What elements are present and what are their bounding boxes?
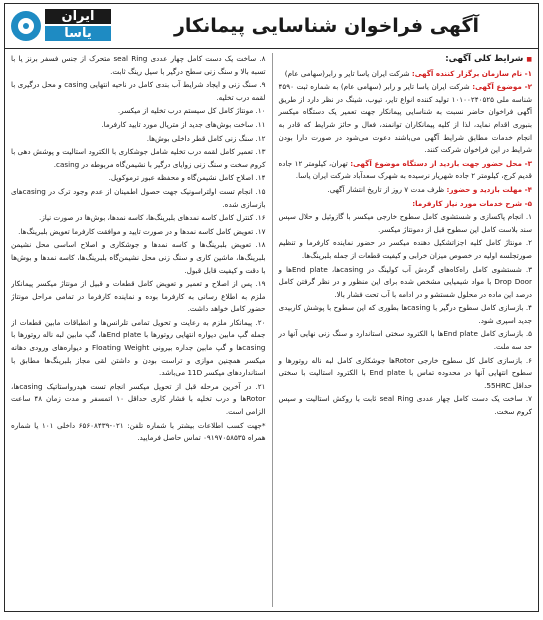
service-item: ۱۹. پس از اصلاح و تعمیر و تعویض کامل قطعات و قبیل از مونتاژ میکسر پیمانکار ملزم به اطلاع رسانی به کارفرما بوده و نماینده کارفرما در تمامی مراحل مونتاژ حضور کامل خواهد داشت. xyxy=(11,279,266,314)
logo-word-yasa: یاسا xyxy=(45,26,111,41)
page-title: آگهی فراخوان شناسایی پیمانکار xyxy=(173,15,480,37)
item-deadline xyxy=(279,184,533,197)
service-item: ۱۵. انجام تست اولتراسونیک جهت حصول اطمینان از عدم وجود ترک در casingهای بازسازی شده. xyxy=(11,186,266,209)
contact-info: *جهت کسب اطلاعات بیشتر با شماره تلفن: ۰۲۱-۶۵۶۰۸۴۳۹ داخلی ۱۰۱ یا شماره همراه ۰۹۱۹۷۰۵۸۵۳۵ تماس حاصل فرمایید. xyxy=(11,420,266,443)
service-item: ۲۰. پیمانکار ملزم به رعایت و تحویل تمامی تلرانس‌ها و انطباقات مابین قطعات از جمله گپ مابین دیواره انتهایی روتورها با End plateها، گپ مابین لبه ناله روتورها با casingها و گپ مابین جداره بیرونی Floating Weight و دیواره‌های ورودی دهانه میکسر همچنین موازی و تراست بودن و داشتن لقی مجاز بلبرینگ‌ها مطابق با استانداردهای میکسر 11D می‌باشد. xyxy=(11,317,266,378)
left-column xyxy=(11,53,272,607)
service-item: ۱۴. اصلاح کامل نشیمن‌گاه و محفظه عبور ترموکوپل. xyxy=(108,173,266,183)
service-item: ۱۷. تعویض کامل کاسه نمدها و در صورت تایید و موافقت کارفرما تعویض بلبرینگ‌ها. xyxy=(18,226,266,236)
service-item: ۷. ساخت یک دست کامل چهار عددی seal Ring ثابت با روکش استالیت و سپس کروم سخت. xyxy=(278,394,532,417)
service-item: ۱۶. کنترل کامل کاسه نمدهای بلبرینگ‌ها، کاسه نمدها، بوش‌ها در صورت نیاز. xyxy=(39,213,266,223)
item-label: ۲- موضوع آگهی: xyxy=(472,82,532,92)
iran-yasa-ring-logo-icon xyxy=(11,11,41,41)
service-item: ۵. بازسازی کامل End plateها با الکترود سختی استاندارد و سنگ زنی نهایی آنها در حد سه ملت. xyxy=(278,329,532,352)
item-location xyxy=(279,158,533,183)
item-subject xyxy=(279,81,533,157)
item-organizer xyxy=(279,68,533,81)
item-label: ۴- مهلت بازدید و حضور: xyxy=(446,184,532,194)
ad-body xyxy=(5,49,538,607)
service-item: ۸. ساخت یک دست کامل چهار عددی seal Ring متحرک از جنس فسفر برنز یا با تسبه بالا و سنگ زنی سطح درگیر با سیل رینگ ثابت. xyxy=(11,54,266,76)
item-services-heading xyxy=(279,198,533,211)
service-item: ۲۱. در آخرین مرحله قبل از تحویل میکسر انجام تست هیدرواستاتیک casingها، Rotorها و درب تخلیه با فشار کاری حداقل ۱۰ اتمسفر و مدت زمان ۴۸ ساعت الزامی است. xyxy=(11,381,266,417)
section-title: ■ شرایط کلی آگهی: xyxy=(279,53,533,67)
service-item: ۱۲. سنگ زنی کامل قطر داخلی بوش‌ها. xyxy=(146,133,266,143)
item-label: ۱- نام سازمان برگزار کننده آگهی: xyxy=(411,68,532,78)
service-item: ۶. بازسازی کامل کل سطوح خارجی Rotorها جوشکاری کامل لبه ناله روتورها و سطوح انتهایی آنها در محدوده تماس با End plate با الکترود استالیت با سختی حداقل 55HRC. xyxy=(278,355,532,390)
service-item: ۴. بازسازی کامل سطوح درگیر با casingها بطوری که این سطوح با پوشش کاربیدی جدید اسپری شود. xyxy=(278,303,532,325)
logo-word-iran: ایران xyxy=(45,9,111,24)
service-item: ۲. مونتاژ کامل کلیه اجزاتشکیل دهنده میکسر در حضور نماینده کارفرما و تنظیم صورتجلسه اولیه در خصوص میزان خرابی و کیفیت قطعات از جمله بلبرینگ‌ها. xyxy=(278,238,532,260)
service-item: ۱۳. تعمیر کامل لقمه درب تخلیه شامل جوشکاری با الکترود استالیت و پوشش دهی با کروم سخت و سنگ زنی زوایای درگیر با نشیمن‌گاه مربوطه در casing. xyxy=(11,147,266,169)
service-item: ۹. سنگ زنی و ایجاد شرایط آب بندی کامل در ناحیه انتهایی casing و محل درگیری با لقمه درب تخلیه. xyxy=(11,80,266,102)
item-text: تهران، کیلومتر ۱۲ جاده قدیم کرج، کیلومتر ۲ جاده شهریار نرسیده به شهرک سعدآباد شرکت ایران یاسا. xyxy=(278,158,532,181)
item-text: شرکت ایران یاسا تایر و رابر (سهامی عام) به شماره ثبت ۴۵۹۰ شناسه ملی ۱۰۱۰۰۲۴۰۵۲۵ تولید کننده انواع تایر، تیوب، شینگ در نظر دارد از طریق آگهی فراخوان حاضر نسبت به شناسایی پیمانکار جهت تعمیر یک دستگاه میکسر بنبوری اقدام نماید، لذا از کلیه پیمانکاران توانمند، فعال و حائز شرایط که قادر به انجام خدمات مطابق شرایط آگهی می‌باشند دعوت می‌شود در صورت دارا بودن شرایط در این فراخوان شرکت کنند. xyxy=(278,82,532,155)
item-label: ۳- محل حضور جهت بازدید از دستگاه موضوع آگهی: xyxy=(350,158,532,168)
service-item: ۱۸. تعویض بلبرینگ‌ها و کاسه نمدها و جوشکاری و اصلاح اساسی محل نشیمن بلبرینگ‌ها، ماشین کاری و سنگ زنی محل نشیمن‌گاه بلبرینگ‌ها، کاسه نمدها و بوش‌ها با دقت و کیفیت قابل قبول. xyxy=(11,240,266,275)
ad-header xyxy=(5,4,538,49)
item-text: ظرف مدت ۷ روز از تاریخ انتشار آگهی. xyxy=(327,184,447,194)
item-label: ۵- شرح خدمات مورد نیاز کارفرما: xyxy=(412,198,532,208)
service-item: ۱۰. مونتاژ کامل کل سیستم درب تخلیه از میکسر. xyxy=(117,106,266,116)
service-item: ۳. شستشوی کامل راه‌کاه‌های گردش آب کولینگ در casingها، End plateها و Drop Door با مواد شیمیایی مشخص شده برای این منظور و در نظر گرفتن کامل درصد این ماده در محلول شستشو و در ادامه با آب تحت فشار بالا. xyxy=(278,264,532,299)
service-item: ۱. انجام پاکسازی و شستشوی کامل سطوح خارجی میکسر با گازوئیل و حلال سپس سند بلاست کامل این سطوح قبل از دمونتاژ میکسر. xyxy=(278,212,532,234)
item-text: شرکت ایران یاسا تایر و رابر(سهامی عام) xyxy=(284,68,412,78)
logo-wordmark xyxy=(45,9,111,43)
service-item: ۱۱. ساخت بوش‌های جدید از متریال مورد تایید کارفرما. xyxy=(101,119,266,129)
company-logo xyxy=(11,9,115,43)
advertisement-page xyxy=(4,3,539,612)
right-column xyxy=(272,53,533,607)
